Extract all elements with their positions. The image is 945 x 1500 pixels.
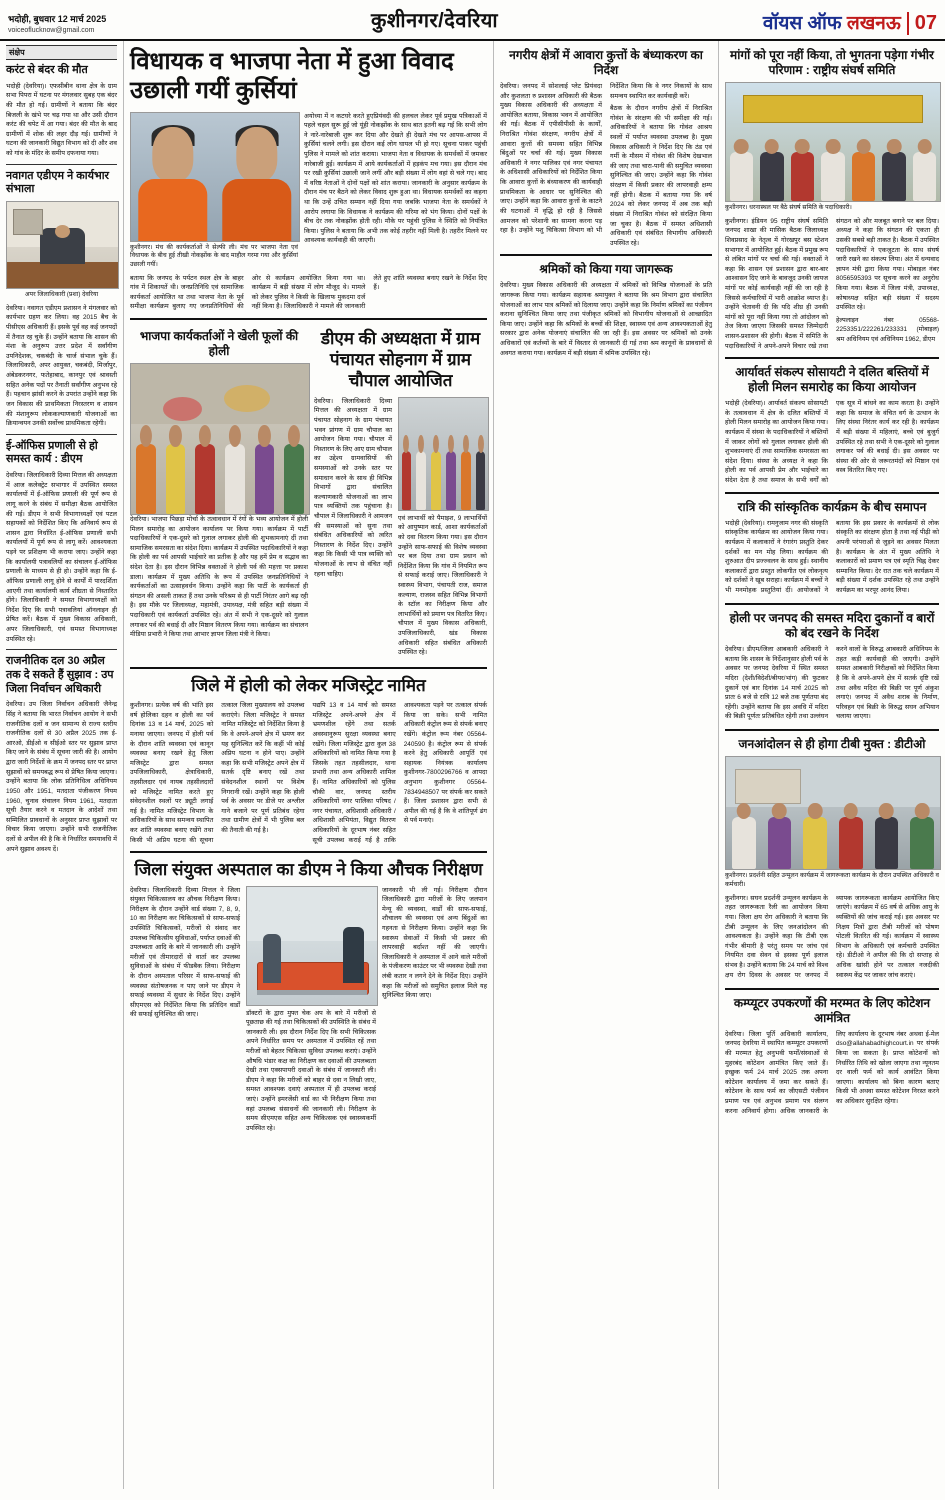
divider [500, 254, 712, 256]
headline-adm-charge: नवागत एडीएम ने कार्यभार संभाला [6, 169, 110, 196]
body-magistrate-1: कुशीनगर। प्रत्येक वर्ष की भांति इस वर्ष होलिका दहन व होली का पर्व दिनांक 13 व 14 मार्च, 2025 को मनाया जाएगा। जनपद में होली पर्व के दौरान शांति व्यवस्था एवं कानून व्यवस्था बनाए रखने हेतु जिला मजिस्ट्रेट द्वारा समस्त उपजिलाधिकारी, क्षेत्राधिकारी, तहसीलदार एवं नायब तहसीलदारों को मजिस्ट्रेट नामित करते हुए संवेदनशील स्थलों पर ड्यूटी लगाई गई है। नामित मजिस्ट्रेट विभाग के अधिकारियों के साथ समन्वय स्थापित कर शांति व्यवस्था बनाए रखेंगे तथा किसी भी अप्रिय घटना की सूचना तत्काल जिला मुख्यालय को उपलब्ध कराएंगे। जिला मजिस्ट्रेट ने समस्त नामित मजिस्ट्रेट को निर्देशित किया है कि वे अपने-अपने क्षेत्र में भ्रमण कर यह सुनिश्चित करें कि कहीं भी कोई अप्रिय घटना न होने पाए। उन्होंने कहा कि सभी मजिस्ट्रेट अपने क्षेत्र में सतर्क दृष्टि बनाए रखें तथा संवेदनशील स्थानों पर विशेष निगरानी रखें। उन्होंने कहा कि होली पर्व के अवसर पर डीजे पर अश्लील गाने बजाने पर पूर्ण प्रतिबंध रहेगा तथा ग्रामीण क्षेत्रों में भी पुलिस बल की तैनाती की गई है। [130, 702, 305, 844]
body-dalit-holi: भदोही (देवरिया)। आर्यावर्त संकल्प सोसायटी के तत्वावधान में क्षेत्र के दलित बस्तियों में होली मिलन समारोह का आयोजन किया गया। कार्यक्रम में संस्था के पदाधिकारियों ने बस्तियों में जाकर लोगों को गुलाल लगाकर होली की शुभकामनाएं दीं तथा सामाजिक समरसता का संदेश दिया। संस्था के अध्यक्ष ने कहा कि होली का पर्व आपसी प्रेम और भाईचारे का संदेश देता है तथा समाज के सभी वर्गों को एक सूत्र में बांधने का काम करता है। उन्होंने कहा कि समाज के वंचित वर्ग के उत्थान के लिए संस्था निरंतर कार्य कर रही है। कार्यक्रम में बड़ी संख्या में महिलाएं, बच्चे एवं बुजुर्ग उपस्थित रहे तथा सभी ने एक-दूसरे को गुलाल लगाकर पर्व की बधाई दी। इस अवसर पर संस्था की ओर से जरूरतमंदों को मिष्ठान एवं वस्त्र वितरित किए गए। [725, 400, 939, 485]
page-grid [0, 41, 945, 1489]
photo-scene [131, 113, 299, 241]
culture-body [725, 519, 939, 597]
headline-dalit-holi: आर्यावर्त संकल्प सोसायटी ने दलित बस्तियों में होली मिलन समारोह का किया आयोजन [735, 365, 929, 395]
holi-right [314, 326, 487, 661]
body-eoffice: देवरिया। जिलाधिकारी दिव्या मित्तल की अध्यक्षता में आज कलेक्ट्रेट सभागार में उपस्थित समस्त कार्यालयों में ई-ऑफिस प्रणाली की पूर्ण रूप से लागू करने के संबंध में समीक्षा बैठक आयोजित की गई। डीएम ने सभी विभागाध्यक्षों एवं पटल सहायकों को निर्देशित किए कि अनिवार्य रूप से शासन द्वारा निर्धारित ई-ऑफिस प्रणाली सभी कार्यालयों में पूर्ण रूप से लागू करें। आवश्यकता पड़ने पर प्रशिक्षण भी कराया जाए। उन्होंने कहा कि कार्यालयी पत्रावलियों का संचालन ई-ऑफिस प्रणाली के माध्यम से ही हो। उन्होंने कहा कि ई-ऑफिस प्रणाली लागू होने से कार्यों में पारदर्शिता आएगी तथा कार्यालयी कार्य शीघ्रता से निस्तारित होंगे। जिलाधिकारी ने समस्त विभागाध्यक्षों को निर्देश दिए कि सभी पत्रावलियां ऑनलाइन ही प्रेषित करें। बैठक में मुख्य विकास अधिकारी, अपर जिलाधिकारी, एवं समस्त विभागाध्यक्ष उपस्थित रहे। [6, 472, 117, 643]
body-mla-dispute-1: अयोध्या में न कटघरे करते हुएप्रियंवदी की हलचल लेकर पूर्व प्रमुख पत्रिकाओं में पहले चहल सुरू हुई जो यूंही नोकझोंक के साथ बात इतनी बढ़ गई कि सभी लोग ने नारे-नारेबाजी शुरू कर दिया और देखते ही देखते मंच पर आपस-आपस में कुर्सियां चलने लगी। इस दौरान कई लोग घायल भी हो गए। सूचना पाकर पहुंची पुलिस ने मामले को शांत कराया। भाजपा नेता व विधायक के समर्थकों में जमकर नारेबाजी हुई। कार्यक्रम में आये कार्यकर्ताओं में हड़कंप मच गया। इस दौरान मंच पर रखी कुर्सियां उछाली जाने लगीं और बड़ी संख्या में लोग वहां से चले गए। बाद में वरिष्ठ नेताओं ने दोनों पक्षों को शांत कराया। जानकारी के अनुसार कार्यक्रम के दौरान मंच पर बैठने को लेकर विवाद शुरू हुआ था। विधायक समर्थकों का कहना था कि उन्हें उचित सम्मान नहीं दिया गया जबकि भाजपा नेता के समर्थकों ने आरोप लगाया कि विधायक ने कार्यक्रम की गरिमा को भंग किया। दोनों पक्षों के बीच देर तक नोकझोंक होती रही। मौके पर पहुंची पुलिस ने स्थिति को नियंत्रित किया। पुलिस ने बताया कि अभी तक कोई तहरीर नहीं मिली है। तहरीर मिलने पर आवश्यक कार्यवाही की जाएगी। [304, 112, 487, 245]
liquor-body [725, 645, 939, 723]
brand-part-1: वॉयस ऑफ [762, 13, 847, 34]
column-1 [6, 41, 124, 1489]
body-adm-charge: देवरिया। नवागत एडीएम प्रशासन ने मंगलवार को कार्यभार ग्रहण कर लिया। वह 2015 बैच के पीसीएस अधिकारी हैं। इसके पूर्व वह कई जनपदों में तैनात रह चुके हैं। उन्होंने बताया कि शासन की मंशा के अनुरूप उत्तर प्रदेश में सर्वांगीण उपनिदेशक, चकबंदी के चार्ज संभाल चुके हैं। जिलाधिकारी, अपर आयुक्त, चकबंदी, मिर्जापुर, अंबेडकरनगर, फतेहाबाद, कानपुर एवं श्रावस्ती सहित अनेक पदों पर तैनाती सर्वांगीण अनुभव रहे हैं। पहचान झांसी करने के उपरांत उन्होंने कहा कि जन विकास की प्राथमिकता निरस्तरण व शासन की मंशानुरूप लोककल्याणकारी योजनाओं का क्रियान्वयन उनकी सर्वोच्च प्राथमिकता रहेगी। [6, 304, 117, 428]
lead-photo-wrap [130, 112, 298, 274]
dalit-body [725, 399, 939, 485]
headline-eoffice: ई-ऑफिस प्रणाली से हो समस्त कार्य : डीएम [6, 439, 98, 466]
section-title: कुशीनगर/देवरिया [370, 10, 499, 32]
column-4 [719, 41, 939, 1489]
column-2 [124, 41, 494, 1489]
headline-hospital-inspection: जिला संयुक्त अस्पताल का डीएम ने किया औचक निरीक्षण [134, 860, 483, 880]
divider [6, 434, 117, 435]
headline-stray-dogs: नगरीय क्षेत्रों में आवारा कुत्तों के बंध्याकरण का निर्देश [509, 48, 703, 77]
photo-two-leaders [130, 112, 300, 242]
body-stray-dogs-2: बैठक के दौरान नगरीय क्षेत्रों में निराश्रित गोवंश के संरक्षण की भी समीक्षा की गई। अधिकारियों ने बताया कि गोवंश आश्रय स्थलों में पर्याप्त व्यवस्था उपलब्ध है। मुख्य विकास अधिकारी ने निर्देश दिए कि ठंड एवं गर्मी के मौसम में गोवंश की विशेष देखभाल की जाए तथा चारा-पानी की समुचित व्यवस्था सुनिश्चित की जाए। उन्होंने कहा कि गोवंश संरक्षण में किसी प्रकार की लापरवाही क्षम्य नहीं होगी। बैठक में बताया गया कि वर्ष 2024 को लेकर जनपद में अब तक बड़ी संख्या में निराश्रित गोवंश को संरक्षित किया जा चुका है। बैठक में समस्त अधिशासी अधिकारी एवं संबंधित विभागीय अधिकारी उपस्थित रहे। [610, 105, 712, 247]
issue-date: भदोही, बुधवार 12 मार्च 2025 [8, 14, 107, 25]
lead-text-wrap [304, 112, 487, 274]
body-parties-suggestion: देवरिया। उप जिला निर्वाचन अधिकारी जैनेन्द्र सिंह ने बताया कि भारत निर्वाचन आयोग ने सभी राजनीतिक दलों व जन सामान्य से राज्य स्तरीय राजनीतिक दलों से 30 अप्रैल 2025 तक ई-आरओ, डीईओ व सीईओ स्तर पर सुझाव प्राप्त किए जाने के संबंध में सूचना जारी की है। आयोग द्वारा जारी निर्देशों के क्रम में जनपद स्तर पर प्राप्त सुझावों को समयबद्ध रूप से प्रेषित किया जाएगा। उन्होंने बताया कि लोक प्रतिनिधित्व अधिनियम 1950 और 1951, मतदाता पंजीकरण नियम 1960, चुनाव संचालन नियम 1961, मतदाता सूची तैयार करने व मतदान के आदेशों तथा सम्मिलित प्रावधानों के अनुसार प्राप्त सुझावों पर विचार किया जाएगा। उन्होंने सभी राजनीतिक दलों से अपील की है कि वे निर्धारित समयावधि में अपने सुझाव अवश्य दें। [6, 701, 117, 853]
divider [130, 667, 487, 669]
hospital-photo-wrap [246, 886, 376, 1137]
photo-tb-awareness [725, 756, 941, 870]
holi-story-block [130, 326, 487, 661]
headline-liquor-ban: होली पर जनपद की समस्त मदिरा दुकानों व बारों को बंद रखने के निर्देश [729, 611, 935, 641]
divider [725, 729, 939, 731]
headline-workers-awareness: श्रमिकों को किया गया जागरूक [539, 262, 673, 277]
caption-adm-officer: अपर जिलाधिकारी (प्रशा) देवरिया [24, 291, 99, 299]
body-hospital-2: डॉक्टरों के द्वारा मुफ्त चेक अप के बारे में मरीजों से पूछताछ की गई तथा चिकित्सकों की उपस्थिति के संबंध में जानकारी ली। इस दौरान निर्देश दिए कि सभी चिकित्सक अपने निर्धारित समय पर अस्पताल में उपस्थित रहें तथा मरीजों को बेहतर चिकित्सा सुविधा उपलब्ध कराएं। उन्होंने औषधि भंडार कक्ष का निरीक्षण कर दवाओं की उपलब्धता देखी तथा एक्सपायरी दवाओं के संबंध में जानकारी ली। डीएम ने कहा कि मरीजों को बाहर से दवा न लिखी जाए, समस्त आवश्यक दवाएं अस्पताल में ही उपलब्ध कराई जाएं। उन्होंने इमरजेंसी वार्ड का भी निरीक्षण किया तथा वहां उपलब्ध संसाधनों की जानकारी ली। निरीक्षण के समय सीएमएस सहित अन्य चिकित्सक एवं स्वास्थ्यकर्मी उपस्थित रहे। [246, 1009, 376, 1132]
page-number: 07 [907, 12, 937, 35]
photo-scene [726, 83, 940, 201]
photo-protest-sitin [725, 82, 941, 202]
headline-demands-warning: मांगों को पूरा नहीं किया, तो भुगतना पड़ेगा गंभीर परिणाम : राष्ट्रीय संघर्ष समिति [730, 48, 934, 77]
quotation-body [725, 1030, 939, 1116]
body-liquor-ban: देवरिया। डीएम/जिला आबकारी अधिकारी ने बताया कि शासन के निर्देशानुसार होली पर्व के अवसर पर जनपद देवरिया में स्थित समस्त मदिरा (देशी/विदेशी/बीयर/भांग) की फुटकर दुकानें एवं बार दिनांक 14 मार्च 2025 को प्रातः 6 बजे से रात्रि 12 बजे तक पूर्णतया बंद रहेंगी। उन्होंने बताया कि इस अवधि में मदिरा की बिक्री पूर्णतः प्रतिबंधित रहेगी तथा उल्लंघन करने वालों के विरुद्ध आबकारी अधिनियम के तहत कड़ी कार्यवाही की जाएगी। उन्होंने समस्त आबकारी निरीक्षकों को निर्देशित किया है कि वे अपने-अपने क्षेत्र में सतर्क दृष्टि रखें तथा अवैध मदिरा की बिक्री पर पूर्ण अंकुश लगाएं। जनपद में अवैध शराब के निर्माण, परिवहन एवं बिक्री के विरुद्ध सघन अभियान चलाया जाएगा। [725, 646, 939, 721]
body-gram-chaupal-2: एवं लाभार्थी को पैमाइश, 9 लाभार्थियों को आयुष्मान कार्ड, आशा कार्यकर्ताओं को दवा वितरण किया गया। इस दौरान उन्होंने साफ-सफाई की विशेष व्यवस्था पर बल दिया तथा ग्राम प्रधान को निर्देशित किया कि गांव में नियमित रूप से सफाई कराई जाए। जिलाधिकारी ने स्वास्थ्य विभाग, पंचायती राज, समाज कल्याण, राजस्व सहित विभिन्न विभागों के स्टॉल का निरीक्षण किया और लाभार्थियों को प्रमाण पत्र वितरित किए। चौपाल में मुख्य विकास अधिकारी, उपजिलाधिकारी, खंड विकास अधिकारी सहित संबंधित अधिकारी उपस्थित रहे। [398, 514, 487, 657]
divider [6, 164, 117, 165]
lead-story-block [130, 112, 487, 274]
body-hospital-1: देवरिया। जिलाधिकारी दिव्या मित्तल ने जिला संयुक्त चिकित्सालय का औचक निरीक्षण किया। निरीक्षण के दौरान उन्होंने वार्ड संख्या 7, 8, 9, 10 का निरीक्षण कर चिकित्सकों से साफ-सफाई उपस्थिति चिकित्सकों, मरीजों से संवाद कर उपलब्ध चिकित्सीय सुविधाओं, पर्याप्त दवाओं की उपलब्धता आदि के बारे में जानकारी ली। उन्होंने मरीजों एवं तीमारदारों से वार्ता कर उपलब्ध सुविधाओं के संबंध में फीडबैक लिया। निरीक्षण के दौरान अस्पताल परिसर में साफ-सफाई की व्यवस्था संतोषजनक न पाए जाने पर डीएम ने सफाई व्यवस्था में सुधार के निर्देश दिए। उन्होंने सीएमएस को निर्देशित किया कि प्रतिदिन वार्डों की सफाई सुनिश्चित की जाए। [130, 886, 240, 1019]
publication-logo [763, 9, 901, 35]
photo-gram-chaupal [398, 397, 489, 511]
lead-continuation [130, 274, 487, 312]
headline-mla-bjp-dispute: विधायक व भाजपा नेता में हुआ विवाद उछाली गयीं कुर्सियां [130, 48, 454, 105]
photo-scene [726, 757, 940, 869]
body-monkey-death: भदोही (देवरिया)। एफसीबीन थाना क्षेत्र के ग्राम सभा पिपरा में घटना पर मंगलवार सुबह एक बंदर की मौत हो गई। ग्रामीणों ने बताया कि बंदर बिजली के खंभे पर चढ़ गया था और उसी दौरान करंट की चपेट में आ गया। बंदर की मौत के बाद ग्रामीणों में शोक की लहर दौड़ गई। ग्रामीणों ने घटना की जानकारी विद्युत विभाग को दी और शव को गांव के मंदिर के समीप दफनाया गया। [6, 82, 117, 158]
magistrate-body [130, 701, 487, 845]
photo-scene [131, 364, 309, 514]
body-cultural-program: भदोही (देवरिया)। रामनुजाम नगर की संस्कृति सांस्कृतिक कार्यक्रम का आयोजन किया गया। कार्यक्रम में कलाकारों ने रंगारंग प्रस्तुति देकर दर्शकों का मन मोह लिया। कार्यक्रम की शुरुआत दीप प्रज्ज्वलन के साथ हुई। स्थानीय कलाकारों द्वारा प्रस्तुत लोकगीत एवं लोकनृत्य को दर्शकों ने खूब सराहा। कार्यक्रम में बच्चों ने भी मनमोहक प्रस्तुतियां दीं। आयोजकों ने बताया कि इस प्रकार के कार्यक्रमों से लोक संस्कृति का संरक्षण होता है तथा नई पीढ़ी को अपनी परंपराओं से जुड़ने का अवसर मिलता है। कार्यक्रम के अंत में मुख्य अतिथि ने कलाकारों को प्रमाण पत्र एवं स्मृति चिह्न देकर सम्मानित किया। देर रात तक चले कार्यक्रम में बड़ी संख्या में दर्शक उपस्थित रहे तथा उन्होंने कार्यक्रम का भरपूर आनंद लिया। [725, 519, 939, 594]
caption-tb-awareness: कुशीनगर। प्रदर्शनी सहित उन्मूलन कार्यक्रम में जागरूकता कार्यक्रम के दौरान उपस्थित अधिकारी व कर्मचारी। [725, 872, 939, 889]
body-hospital-3: जानकारी भी ली गई। निरीक्षण दौरान जिलाधिकारी द्वारा मरीजों के लिए जलपान मेन्यू की व्यवस्था, वार्डों की साफ-सफाई, शौचालय की व्यवस्था एवं अन्य बिंदुओं का गहनता से निरीक्षण किया। उन्होंने कहा कि स्वास्थ्य सेवाओं में किसी भी प्रकार की लापरवाही बर्दाश्त नहीं की जाएगी। जिलाधिकारी ने अस्पताल में आने वाले मरीजों के पंजीकरण काउंटर पर भी व्यवस्था देखी तथा लंबी कतार न लगने देने के निर्देश दिए। उन्होंने कहा कि मरीजों को समुचित इलाज मिले यह सुनिश्चित किया जाए। [382, 886, 487, 1000]
photo-adm-officer [6, 201, 119, 289]
hospital-text-right [382, 886, 487, 1137]
divider [130, 851, 487, 853]
photo-scene [7, 202, 118, 288]
divider [725, 988, 939, 990]
hospital-text-left [130, 886, 240, 1137]
demands-body [725, 217, 939, 352]
holi-left [130, 326, 308, 661]
protest-banner [743, 95, 923, 123]
caption-protest: कुशीनगर। धरनास्थल पर बैठे संघर्ष समिति के पदाधिकारी। [725, 204, 852, 211]
headline-bjp-holi: भाजपा कार्यकर्ताओं ने खेली फूलों की होली [139, 328, 299, 358]
chaupal-photo-wrap [398, 397, 487, 661]
chaupal-text-left [314, 397, 392, 661]
divider [725, 492, 939, 494]
photo-scene [399, 398, 488, 510]
headline-computer-quotation: कम्प्यूटर उपकरणों की मरम्मत के लिए कोटेशन आमंत्रित [733, 995, 931, 1025]
body-magistrate-2: यद्यपि 13 व 14 मार्च को समस्त मजिस्ट्रेट अपने-अपने क्षेत्र में भ्रमणशील रहेंगे तथा सतर्क अवस्थानुरूप सुरक्षा व्यवस्था बनाए रखेंगे। जिला मजिस्ट्रेट द्वारा कुल 38 अधिकारियों को नामित किया गया है जिसके तहत तहसीलदार, थाना प्रभारी तथा अन्य अधिकारी शामिल हैं। नामित अधिकारियों को पुलिस चौकी वार, जनपद स्तरीय अधिकारियों नगर पालिका परिषद / नगर पंचायत, अधिशासी अधिकारी / अधिशासी अभियंता, विद्युत वितरण अधिकारियों के दूरभाष नंबर सहित सूची उपलब्ध कराई गई है ताकि आवश्यकता पड़ने पर तत्काल संपर्क किया जा सके। सभी नामित अधिकारी कंट्रोल रूम से संपर्क बनाए रखेंगे। कंट्रोल रूम नंबर 05564-240590 है। कंट्रोल रूम से संपर्क करने हेतु अधिकारी आपूर्ति एवं सहायक नियंत्रक कार्यालय कुशीनगर-7800296766 व आपदा अनुभाग कुशीनगर 05564-7834948507 पर संपर्क कर सकते हैं। जिला प्रशासन द्वारा सभी से अपील की गई है कि वे शांतिपूर्ण ढंग से पर्व मनाएं। [312, 702, 487, 844]
divider [725, 357, 939, 359]
headline-tb-free: जनआंदोलन से ही होगा टीबी मुक्त : डीटीओ [738, 737, 926, 752]
photo-scene [247, 887, 377, 1005]
brand-part-2: लखनऊ [846, 13, 901, 34]
body-demands-contact: हेल्पलाइन नंबर 05568-2253351/222261/233331 (मोबाइल) श्रम अधिनियम एवं अधिनियम 1962, डीएम [836, 316, 939, 343]
kicker-sankshep: संक्षेप [6, 45, 117, 60]
hospital-block [130, 886, 487, 1137]
masthead-left [8, 13, 106, 35]
stray-dogs-body [500, 82, 712, 248]
body-computer-quotation: देवरिया। जिला पूर्ति अधिकारी कार्यालय, जनपद देवरिया में स्थापित कम्प्यूटर उपकरणों की मरम्मत हेतु अनुभवी फर्मों/संस्थाओं से मुहरबंद कोटेशन आमंत्रित किए जाते हैं। इच्छुक फर्म 24 मार्च 2025 तक अपना कोटेशन कार्यालय में जमा कर सकते हैं। कोटेशन के साथ फर्म का जीएसटी पंजीयन प्रमाण पत्र एवं अनुभव प्रमाण पत्र संलग्न करना अनिवार्य होगा। अधिक जानकारी के लिए कार्यालय के दूरभाष नंबर अथवा ई-मेल dso@allahabadhighcourt.in पर संपर्क किया जा सकता है। प्राप्त कोटेशनों को निर्धारित तिथि को खोला जाएगा तथा न्यूनतम दर वाली फर्म को कार्य आवंटित किया जाएगा। कार्यालय को बिना कारण बताए किसी भी अथवा समस्त कोटेशन निरस्त करने का अधिकार सुरक्षित रहेगा। [725, 1030, 939, 1115]
masthead-right [763, 9, 937, 35]
contact-email: voiceoflucknow@gmail.com [8, 26, 95, 34]
divider [130, 318, 487, 320]
photo-holi-celebration [130, 363, 310, 515]
body-workers-awareness: देवरिया। मुख्य विकास अधिकारी की अध्यक्षता में श्रमिकों को विभिन्न योजनाओं के प्रति जागरूक किया गया। कार्यक्रम सहायक श्रमायुक्त ने बताया कि श्रम विभाग द्वारा संचालित योजनाओं का लाभ पात्र श्रमिकों को दिलाया जाए। उन्होंने कहा कि निर्माण श्रमिकों का पंजीयन कराना सुनिश्चित किया जाए तथा पंजीकृत श्रमिकों को विभागीय योजनाओं से आच्छादित किया जाए। उन्होंने कहा कि श्रमिकों के बच्चों की शिक्षा, स्वास्थ्य एवं अन्य आवश्यकताओं हेतु सरकार द्वारा अनेक योजनाएं संचालित की जा रही हैं। इस अवसर पर श्रमिकों को उनके अधिकारों एवं कर्तव्यों के बारे में विस्तार से जानकारी दी गई तथा श्रम कानूनों के प्रावधानों से अवगत कराया गया। कार्यक्रम में बड़ी संख्या में श्रमिक उपस्थित रहे। [500, 282, 712, 357]
headline-gram-chaupal: डीएम की अध्यक्षता में ग्राम पंचायत सोहनाग में ग्राम चौपाल आयोजित [320, 328, 481, 391]
headline-magistrate-holi: जिले में होली को लेकर मजिस्ट्रेट नामित [191, 675, 426, 695]
body-gram-chaupal-1: देवरिया। जिलाधिकारी दिव्या मित्तल की अध्यक्षता में ग्राम पंचायत सोहनाग के ग्राम पंचायत भवन प्रांगण में ग्राम चौपाल का आयोजन किया गया। चौपाल में निस्तारण के लिए आए ग्राम चौपाल का उद्देश्य ग्रामवासियों की समस्याओं को उनके स्तर पर समाधान करने के साथ ही विभिन्न विभागों द्वारा संचालित कल्याणकारी योजनाओं का लाभ पात्र व्यक्तियों तक पहुंचाना है। चौपाल में जिलाधिकारी ने आमजन की समस्याओं को सुना तथा संबंधित अधिकारियों को त्वरित निस्तारण के निर्देश दिए। उन्होंने कहा कि किसी भी पात्र व्यक्ति को योजनाओं के लाभ से वंचित नहीं रहना चाहिए। [314, 397, 393, 578]
body-demands: कुशीनगर। इंडियन 95 राष्ट्रीय संघर्ष समिति जनपद शाखा की मासिक बैठक जिलाध्यक्ष शिवप्रसाद के नेतृत्व में गोरखपुर बस स्टेशन सभागार में आयोजित हुई। बैठक में प्रमुख रूप से लंबित मांगों पर चर्चा की गई। वक्ताओं ने कहा कि शासन एवं प्रशासन द्वारा बार-बार आश्वासन दिए जाने के बावजूद उनकी जायज मांगों पर कोई कार्यवाही नहीं की जा रही है जिससे कर्मचारियों में भारी आक्रोश व्याप्त है। उन्होंने चेतावनी दी कि यदि शीघ्र ही उनकी मांगों को पूरा नहीं किया गया तो आंदोलन को तेज किया जाएगा जिसकी समस्त जिम्मेदारी शासन-प्रशासन की होगी। बैठक में समिति के पदाधिकारियों ने अपने-अपने विचार रखे तथा संगठन को और मजबूत बनाने पर बल दिया। अध्यक्ष ने कहा कि संगठन की एकता ही उसकी सबसे बड़ी ताकत है। बैठक में उपस्थित पदाधिकारियों ने एकजुटता के साथ संघर्ष जारी रखने का संकल्प लिया। अंत में धन्यवाद ज्ञापन मंत्री द्वारा किया गया। मोबाइल नंबर 8056595393 पर सूचना करने का अनुरोध किया गया। बैठक में जिला मंत्री, उपाध्यक्ष, कोषाध्यक्ष सहित बड़ी संख्या में सदस्य उपस्थित रहे। [725, 217, 939, 350]
headline-parties-suggestion: राजनीतिक दल 30 अप्रैल तक दे सकते हैं सुझाव : उप जिला निर्वाचन अधिकारी [6, 655, 114, 695]
body-bjp-holi: देवरिया। भाजपा पिछड़ा मोर्चा के तत्वावधान में रंगों के भव्य आयोजन में होली मिलन समारोह का आयोजन कार्यालय पर किया गया। कार्यक्रम में पार्टी पदाधिकारियों ने एक-दूसरे को गुलाल लगाकर होली की शुभकामनाएं दीं तथा सामाजिक समरसता का संदेश दिया। कार्यक्रम में उपस्थित पदाधिकारियों ने कहा कि होली का पर्व आपसी भाईचारे का प्रतीक है और यह हमें प्रेम व सद्भाव का संदेश देता है। इस दौरान विभिन्न वक्ताओं ने होली पर्व की महत्ता पर प्रकाश डाला। कार्यक्रम में मुख्य अतिथि के रूप में उपस्थित जनप्रतिनिधियों ने कार्यकर्ताओं का उत्साहवर्धन किया। उन्होंने कहा कि पार्टी के कार्यकर्ता ही संगठन की असली ताकत हैं तथा उनके परिश्रम से ही पार्टी निरंतर आगे बढ़ रही है। इस मौके पर जिलाध्यक्ष, महामंत्री, उपाध्यक्ष, मंत्री सहित बड़ी संख्या में पदाधिकारी एवं कार्यकर्ता उपस्थित रहे। अंत में सभी ने एक-दूसरे को गुलाल लगाकर पर्व की बधाई दी और मिष्ठान वितरण किया गया। कार्यक्रम का संचालन मीडिया प्रभारी ने किया तथा आभार ज्ञापन जिला मंत्री ने किया। [130, 515, 308, 639]
photo-hospital-ward [246, 886, 378, 1006]
body-stray-dogs-1: देवरिया। जनपद में सोशलाई प्लेट प्रियंवदा और कुशलता रु प्रशासन अधिकारी की बैठक मुख्य विकास अधिकारी की अध्यक्षता में आयोजित बताया, विकास भवन में आयोजित की गई। बैठक में एपीसीपीसी के कार्यों, निराश्रित गोवंश संरक्षण, नगरीय क्षेत्रों में आवारा कुत्तों की समस्या सहित विभिन्न बिंदुओं पर चर्चा की गई। मुख्य विकास अधिकारी ने नगर पालिका एवं नगर पंचायत के अधिशासी अधिकारियों को निर्देशित किया कि आवारा कुत्तों के बंध्याकरण की कार्यवाही प्राथमिकता के आधार पर सुनिश्चित की जाए। उन्होंने कहा कि आवारा कुत्तों के काटने की घटनाओं में वृद्धि हो रही है जिससे आमजन को परेशानी का सामना करना पड़ रहा है। उन्होंने पशु चिकित्सा विभाग को भी निर्देशित किया कि वे नगर निकायों के साथ समन्वय स्थापित कर कार्यवाही करें। [500, 83, 712, 235]
divider [6, 649, 117, 650]
tb-body [725, 894, 939, 982]
chaupal-inner [314, 397, 487, 661]
body-tb-free: कुशीनगर। सघन प्रदर्शनी उन्मूलन कार्यक्रम के तहत जागरूकता रैली का आयोजन किया गया। जिला क्षय रोग अधिकारी ने बताया कि टीबी उन्मूलन के लिए जनआंदोलन की आवश्यकता है। उन्होंने कहा कि टीबी एक गंभीर बीमारी है परंतु समय पर जांच एवं नियमित दवा सेवन से इसका पूर्ण इलाज संभव है। उन्होंने बताया कि 24 मार्च को विश्व क्षय रोग दिवस के अवसर पर जनपद में व्यापक जागरूकता कार्यक्रम आयोजित किए जाएंगे। कार्यक्रम में 65 वर्ष से अधिक आयु के व्यक्तियों की जांच कराई गई। इस अवसर पर निक्षय मित्रों द्वारा टीबी मरीजों को पोषण पोटली वितरित की गई। कार्यक्रम में स्वास्थ्य विभाग के अधिकारी एवं कर्मचारी उपस्थित रहे। डीटीओ ने अपील की कि दो सप्ताह से अधिक खांसी होने पर तत्काल नजदीकी स्वास्थ्य केंद्र पर जाकर जांच कराएं। [725, 894, 939, 979]
body-mla-dispute-2: बताया कि जनपद के पर्यटन स्थल क्षेत्र के बाहर गांव में शिकायतें थी। जनप्रतिनिधि एवं सामाजिक कार्यकर्ता आयोजित था तथा भाजपा नेता के पूर्व समीक्षा कार्यक्रम बुलाए गए जनप्रतिनिधियों की ओर से कार्यक्रम आयोजित किया गया था। कार्यक्रम में बड़ी संख्या में लोग मौजूद थे। मामले को लेकर पुलिस ने किसी के खिलाफ मुकदमा दर्ज नहीं किया है। जिलाधिकारी ने मामले की जानकारी लेते हुए शांति व्यवस्था बनाए रखने के निर्देश दिए हैं। [130, 274, 487, 311]
caption-two-leaders: कुशीनगर। मंच की कार्यकर्ताओं ने सेल्फी ली। मंच पर भाजपा नेता एवं विधायक के बीच हुई तीखी नोकझोंक के बाद माहौल गरमा गया और कुर्सियां उछाली गयीं। [130, 243, 298, 268]
divider [725, 603, 939, 605]
headline-cultural-program: रात्रि की सांस्कृतिक कार्यक्रम के बीच समापन [737, 499, 927, 514]
column-3 [494, 41, 719, 1489]
masthead [0, 0, 945, 41]
headline-monkey-death: करंट से बंदर की मौत [6, 64, 88, 76]
